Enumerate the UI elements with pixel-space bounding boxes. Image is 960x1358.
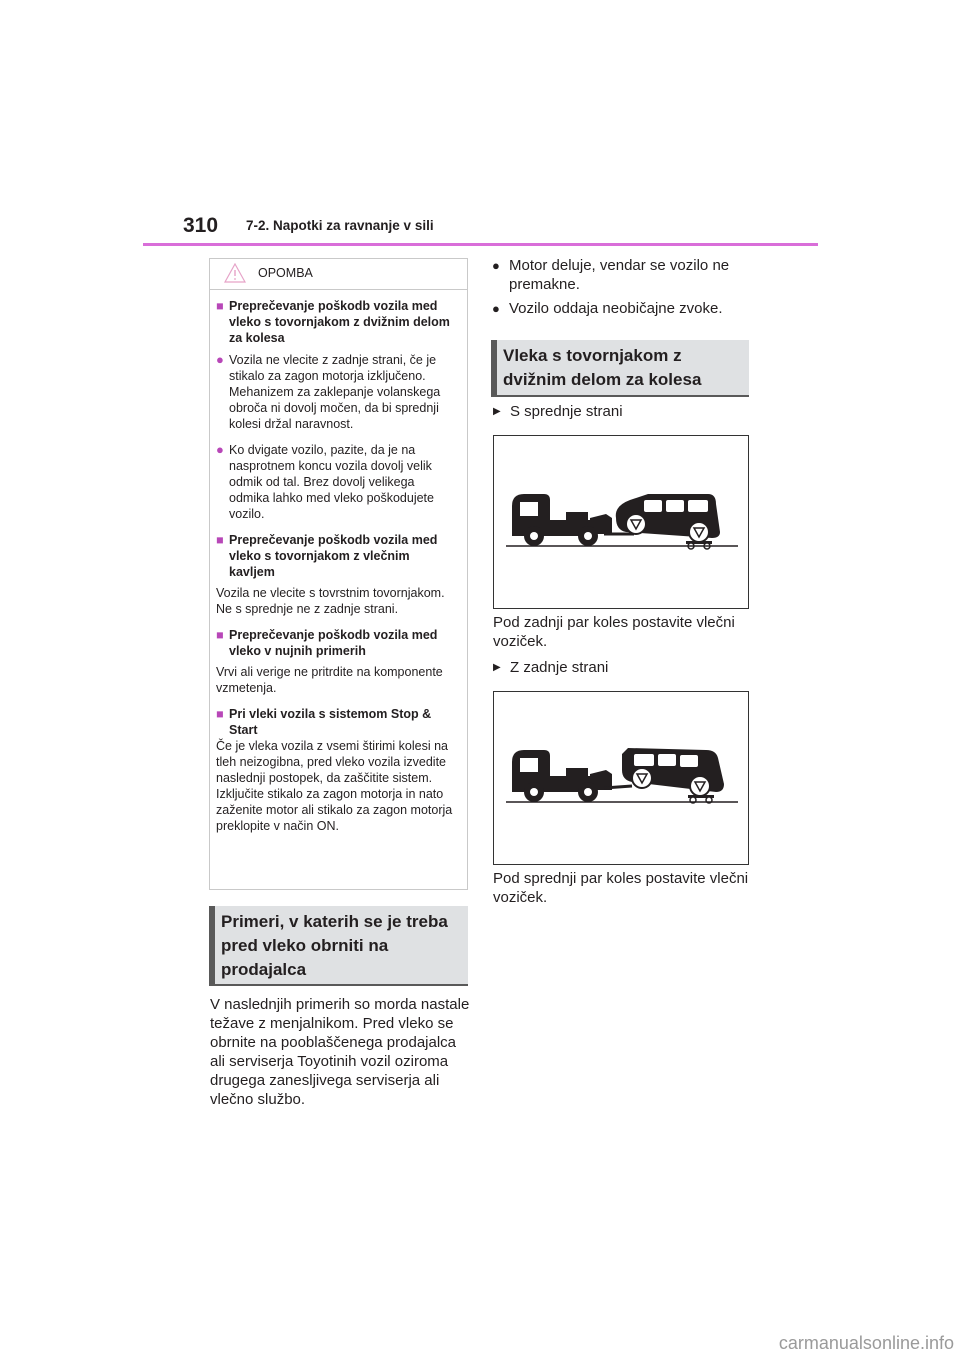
note-paragraph: Če je vleka vozila z vsemi štirimi kolesi na tleh neizogibna, pred vleko vozila izvedite naslednji postopek, da zaščitite sistem. Izključite stikalo za zagon motorja in nato zaženite motor ali stikalo za zagon motorja preklopite v način ON.	[216, 739, 453, 833]
dealer-heading: Primeri, v katerih se je treba pred vleko obrniti na prodajalca	[209, 906, 468, 984]
note-heading: ■ Preprečevanje poškodb vozila med vleko s tovornjakom z vlečnim kavljem	[216, 533, 438, 579]
symptom-bullet: ● Vozilo oddaja neobičajne zvoke.	[492, 300, 723, 317]
tow-truck-rear-illustration	[494, 692, 748, 864]
watermark: carmanualsonline.info	[778, 1333, 954, 1353]
tow-rear-illustration	[493, 691, 749, 865]
tow-truck-front-illustration	[494, 436, 748, 608]
note-header	[210, 259, 467, 290]
section-title: 7-2. Napotki za ravnanje v sili	[246, 218, 434, 233]
note-heading: ■ Preprečevanje poškodb vozila med vleko s tovornjakom z dvižnim delom za kolesa	[216, 299, 450, 345]
note-paragraph: Vrvi ali verige ne pritrdite na komponente vzmetenja.	[216, 665, 443, 695]
symptom-bullet: ● Motor deluje, vendar se vozilo ne premakne.	[492, 257, 730, 293]
header-rule	[143, 243, 818, 246]
rear-caption: Pod sprednji par koles postavite vlečni voziček.	[493, 870, 749, 906]
tow-front-illustration	[493, 435, 749, 609]
note-box	[209, 258, 468, 890]
dealer-paragraph: V naslednjih primerih so morda nastale težave z menjalnikom. Pred vleko se obrnite na pooblaščenega prodajalca ali serviserja Toyotinih vozil oziroma drugega zanesljivega serviserja ali vlečno službo.	[210, 996, 470, 1108]
note-heading: ■ Pri vleki vozila s sistemom Stop & Start	[216, 707, 432, 737]
front-label: ▶ S sprednje strani	[493, 403, 623, 420]
note-paragraph: Vozila ne vlecite s tovrstnim tovornjakom. Ne s sprednje ne z zadnje strani.	[216, 586, 445, 616]
note-heading: ■ Preprečevanje poškodb vozila med vleko v nujnih primerih	[216, 628, 438, 658]
warning-triangle-icon	[224, 263, 246, 283]
note-label: OPOMBA	[258, 266, 313, 280]
page-number: 310	[183, 214, 219, 237]
rear-label: ▶ Z zadnje strani	[493, 659, 609, 676]
note-bullet: ● Ko dvigate vozilo, pazite, da je na nasprotnem koncu vozila dovolj velik odmik od tal. Brez dovolj velikega odmika lahko med vleko poškodujete vozilo.	[216, 442, 434, 521]
note-bullet: ● Vozila ne vlecite z zadnje strani, če je stikalo za zagon motorja izključeno. Mehanizem za zaklepanje volanskega obroča ni dovolj močen, da bi sprednji kolesi držal naravnost.	[216, 352, 441, 431]
note-content	[210, 290, 467, 834]
tow-heading: Vleka s tovornjakom z dvižnim delom za kolesa	[491, 340, 749, 395]
front-caption: Pod zadnji par koles postavite vlečni voziček.	[493, 614, 735, 650]
